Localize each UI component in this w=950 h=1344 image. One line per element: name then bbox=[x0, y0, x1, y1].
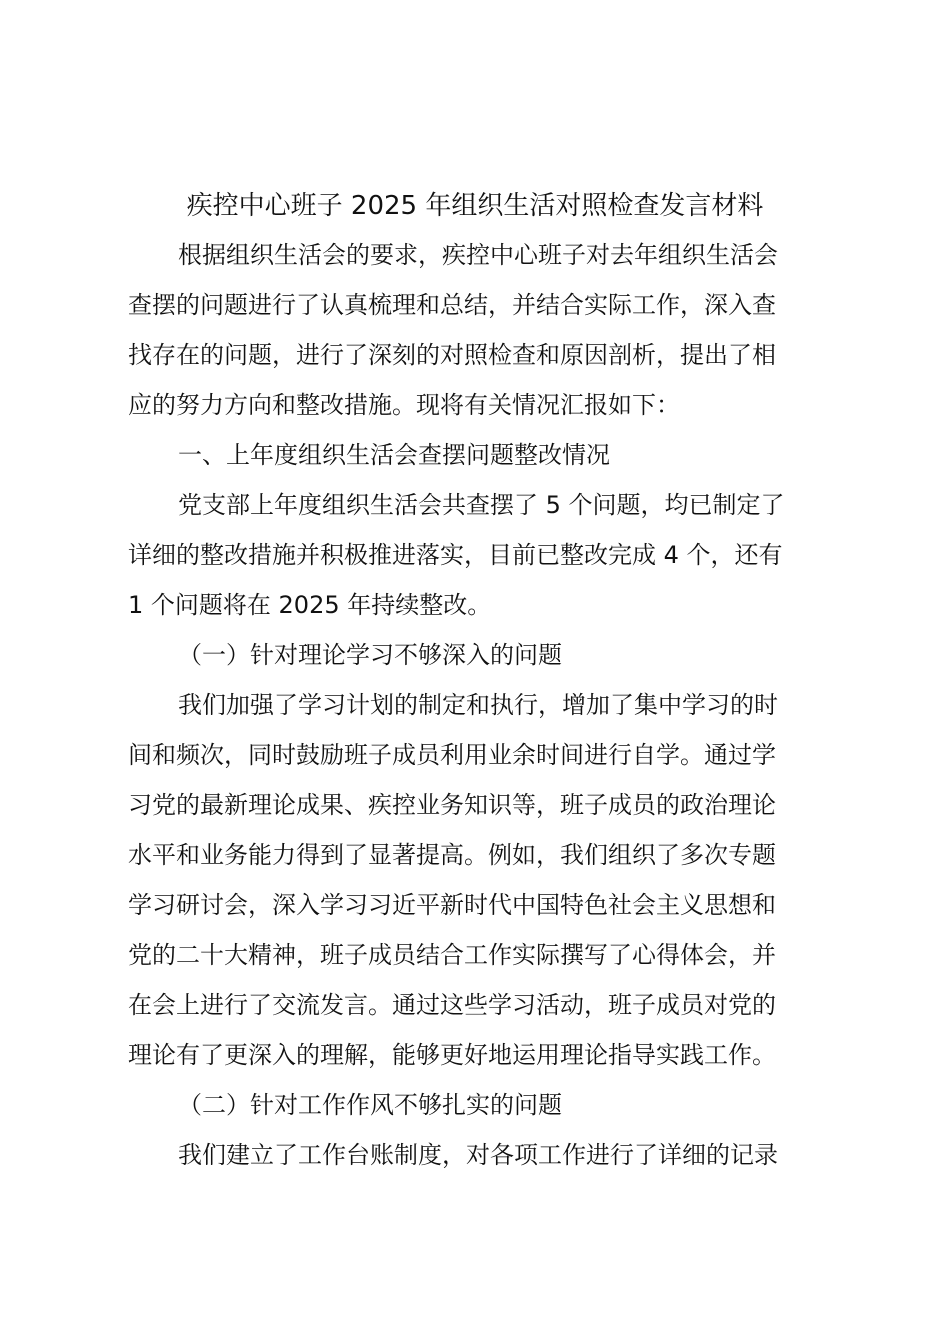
paragraph-line: 党支部上年度组织生活会共查摆了 5 个问题，均已制定了 bbox=[178, 491, 785, 519]
paragraph-line: 找存在的问题，进行了深刻的对照检查和原因剖析，提出了相 bbox=[128, 341, 776, 369]
document-title: 疾控中心班子 2025 年组织生活对照检查发言材料 bbox=[186, 191, 764, 221]
paragraph-line: 水平和业务能力得到了显著提高。例如，我们组织了多次专题 bbox=[128, 841, 776, 869]
paragraph-line: 查摆的问题进行了认真梳理和总结，并结合实际工作，深入查 bbox=[128, 291, 776, 319]
paragraph-line: 我们建立了工作台账制度，对各项工作进行了详细的记录 bbox=[178, 1141, 778, 1169]
subsection-heading: （二）针对工作作风不够扎实的问题 bbox=[178, 1091, 562, 1119]
paragraph-line: 理论有了更深入的理解，能够更好地运用理论指导实践工作。 bbox=[128, 1041, 776, 1069]
paragraph-line: 根据组织生活会的要求，疾控中心班子对去年组织生活会 bbox=[178, 241, 778, 269]
section-heading: 一、上年度组织生活会查摆问题整改情况 bbox=[178, 441, 610, 469]
paragraph-line: 详细的整改措施并积极推进落实，目前已整改完成 4 个，还有 bbox=[128, 541, 783, 569]
paragraph-line: 我们加强了学习计划的制定和执行，增加了集中学习的时 bbox=[178, 691, 778, 719]
paragraph-line: 党的二十大精神，班子成员结合工作实际撰写了心得体会，并 bbox=[128, 941, 776, 969]
paragraph-line: 1 个问题将在 2025 年持续整改。 bbox=[128, 591, 492, 619]
paragraph-line: 间和频次，同时鼓励班子成员利用业余时间进行自学。通过学 bbox=[128, 741, 776, 769]
paragraph-line: 学习研讨会，深入学习习近平新时代中国特色社会主义思想和 bbox=[128, 891, 776, 919]
subsection-heading: （一）针对理论学习不够深入的问题 bbox=[178, 641, 562, 669]
paragraph-line: 在会上进行了交流发言。通过这些学习活动，班子成员对党的 bbox=[128, 991, 776, 1019]
paragraph-line: 习党的最新理论成果、疾控业务知识等，班子成员的政治理论 bbox=[128, 791, 776, 819]
paragraph-line: 应的努力方向和整改措施。现将有关情况汇报如下： bbox=[128, 391, 680, 419]
